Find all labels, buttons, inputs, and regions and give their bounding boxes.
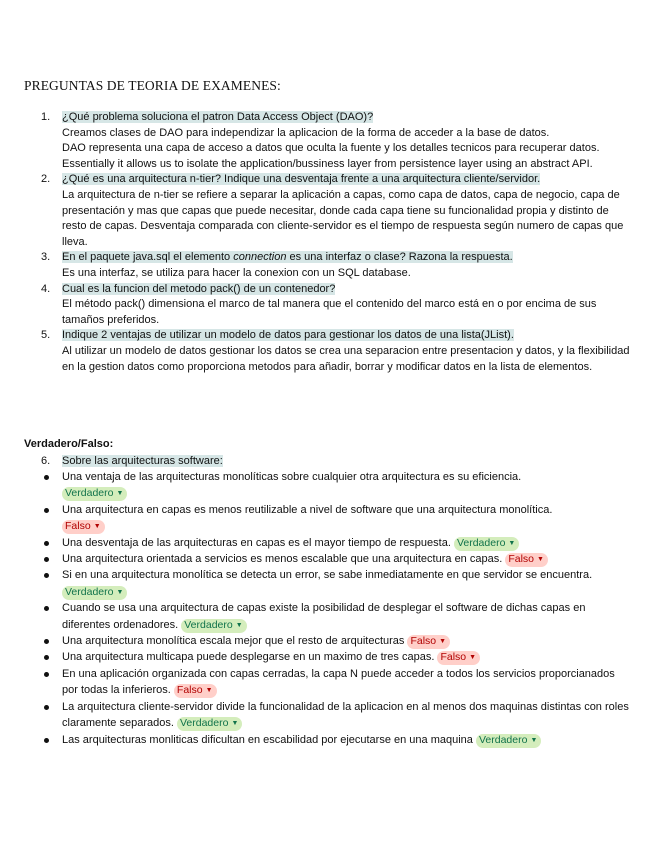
statement-text: Cuando se usa una arquitectura de capas existe la posibilidad de desplegar el software de dichas capas en diferentes ordenadores. — [62, 602, 586, 631]
list-item — [0, 600, 655, 633]
statement-text: Una arquitectura orientada a servicios es menos escalable que una arquitectura en capas. — [62, 553, 503, 566]
answer-chip-label: Falso — [176, 684, 203, 697]
answer-dropdown-chip[interactable] — [407, 635, 450, 649]
answer-text: La arquitectura de n-tier se refiere a separar la aplicación a capas, como capa de datos, capa de negocio, capa de presentación y mas que capas que puede necesitar, donde cada capa tiene su funcionalidad propia y distinto de resto de capas. Desventaja comparada con cliente-servidor es el tiempo de respuesta según numero de capas que lleva. — [62, 188, 624, 248]
answer-dropdown-chip[interactable] — [177, 717, 242, 731]
chevron-down-icon: ▼ — [116, 588, 124, 596]
bullet-icon — [44, 573, 49, 578]
page-title: PREGUNTAS DE TEORIA DE EXAMENES: — [24, 78, 281, 93]
question-item — [0, 328, 655, 375]
chevron-down-icon: ▼ — [469, 654, 477, 662]
chevron-down-icon: ▼ — [235, 621, 243, 629]
answer-text: Al utilizar un modelo de datos gestionar los datos se crea una separacion entre presentacion y datos, y la flexibilidad en la gestion datos como proporciona metodos para añadir, borrar y modificar datos en la lista de elementos. — [62, 344, 630, 373]
bullet-icon — [44, 475, 49, 480]
statement-text: Una desventaja de las arquitecturas en capas es el mayor tiempo de respuesta. — [62, 536, 451, 549]
answer-text: Es una interfaz, se utiliza para hacer la conexion con un SQL database. — [62, 266, 411, 279]
answer-text: Creamos clases de DAO para independizar la aplicacion de la forma de acceder a la base de datos. — [62, 126, 550, 139]
answer-chip-label: Verdadero — [184, 618, 233, 631]
answer-chip-label: Verdadero — [478, 733, 528, 746]
true-false-title: Verdadero/Falso: — [24, 438, 114, 450]
question-text: ¿Qué es una arquitectura n-tier? Indique una desventaja frente a una arquitectura cliente/servidor. — [62, 173, 541, 186]
question-item — [0, 110, 655, 172]
question-text: Indique 2 ventajas de utilizar un modelo de datos para gestionar los datos de una lista(JList). — [62, 329, 514, 342]
answer-dropdown-chip[interactable] — [62, 487, 127, 501]
answer-chip-label: Falso — [410, 635, 437, 648]
true-false-list — [0, 453, 655, 748]
bullet-icon — [44, 606, 49, 611]
answer-chip-label: Verdadero — [65, 487, 114, 500]
statement-text: Una ventaja de las arquitecturas monolíticas sobre cualquier otra arquitectura es su eficiencia. — [62, 471, 522, 483]
statement-text: Si en una arquitectura monolítica se detecta un error, se sabe inmediatamente en que servidor se encuentra. — [62, 569, 593, 582]
chevron-down-icon: ▼ — [508, 539, 516, 547]
question-item — [0, 172, 655, 250]
bullet-icon — [44, 557, 49, 562]
statement-text: Las arquitecturas monliticas dificultan en escabilidad por ejecutarse en una maquina — [62, 733, 473, 746]
question-item — [0, 282, 655, 329]
question-text: Sobre las arquitecturas software: — [62, 455, 223, 467]
answer-dropdown-chip[interactable] — [181, 619, 246, 633]
bullet-icon — [44, 541, 49, 546]
answer-dropdown-chip[interactable] — [174, 684, 217, 698]
question-item — [0, 250, 655, 281]
question-text: ¿Qué problema soluciona el patron Data Access Object (DAO)? — [62, 111, 374, 123]
statement-text: Una arquitectura en capas es menos reutilizable a nivel de software que una arquitectura monolítica. — [62, 503, 553, 516]
chevron-down-icon: ▼ — [231, 720, 239, 728]
question-text: En el paquete java.sql el elemento connection es una interfaz o clase? Razona la respuesta. — [62, 251, 513, 264]
question-number: 1. — [41, 111, 51, 123]
answer-dropdown-chip[interactable] — [437, 651, 480, 665]
answer-text: Essentially it allows us to isolate the application/bussiness layer from persistence layer using an abstract API. — [62, 157, 593, 170]
question-list — [0, 110, 655, 375]
answer-chip-label: Verdadero — [456, 536, 506, 549]
question-number: 5. — [41, 329, 51, 342]
answer-dropdown-chip[interactable] — [62, 520, 105, 534]
bullet-icon — [44, 672, 49, 677]
answer-chip-label: Falso — [440, 651, 467, 664]
answer-chip-label: Verdadero — [65, 585, 114, 598]
bullet-icon — [44, 655, 49, 660]
question-number: 6. — [41, 455, 51, 467]
chevron-down-icon: ▼ — [93, 523, 101, 531]
chevron-down-icon: ▼ — [205, 687, 213, 695]
question-number: 4. — [41, 282, 51, 295]
list-item — [0, 535, 655, 551]
answer-dropdown-chip[interactable] — [62, 586, 127, 600]
list-item — [0, 732, 655, 748]
chevron-down-icon: ▼ — [116, 490, 124, 498]
list-item — [0, 567, 655, 600]
statement-text: En una aplicación organizada con capas cerradas, la capa N puede acceder a todos los servicios proporcianados por todas la inferieros. — [62, 667, 615, 697]
question-number: 3. — [41, 251, 51, 264]
true-false-question — [0, 453, 655, 469]
statement-text: Una arquitectura monolítica escala mejor que el resto de arquitecturas — [62, 635, 405, 648]
bullet-icon — [44, 639, 49, 644]
chevron-down-icon: ▼ — [537, 556, 544, 564]
answer-chip-label: Falso — [65, 520, 91, 533]
list-item — [0, 469, 655, 502]
list-item — [0, 699, 655, 732]
answer-chip-label: Falso — [508, 553, 535, 566]
answer-text: El método pack() dimensiona el marco de tal manera que el contenido del marco está en o por encima de sus tamaños preferidos. — [62, 298, 597, 326]
bullet-icon — [44, 508, 49, 513]
list-item — [0, 666, 655, 699]
answer-chip-label: Verdadero — [179, 717, 229, 730]
chevron-down-icon: ▼ — [530, 736, 538, 744]
statement-text: La arquitectura cliente-servidor divide la funcionalidad de la aplicacion en al menos dos maquinas distintas con roles claramente separados. — [62, 700, 629, 730]
answer-dropdown-chip[interactable] — [454, 537, 519, 551]
answer-dropdown-chip[interactable] — [476, 734, 541, 748]
list-item — [0, 649, 655, 665]
question-number: 2. — [41, 173, 51, 186]
bullet-icon — [44, 738, 49, 743]
answer-text: DAO representa una capa de acceso a datos que oculta la fuente y los detalles tecnicos para recuperar datos. — [62, 142, 600, 155]
list-item — [0, 502, 655, 535]
bullet-icon — [44, 705, 49, 710]
list-item — [0, 551, 655, 567]
chevron-down-icon: ▼ — [439, 638, 447, 646]
answer-dropdown-chip[interactable] — [505, 553, 548, 567]
statement-text: Una arquitectura multicapa puede desplegarse en un maximo de tres capas. — [62, 651, 435, 664]
list-item — [0, 633, 655, 649]
question-text: Cual es la funcion del metodo pack() de un contenedor? — [62, 282, 336, 295]
